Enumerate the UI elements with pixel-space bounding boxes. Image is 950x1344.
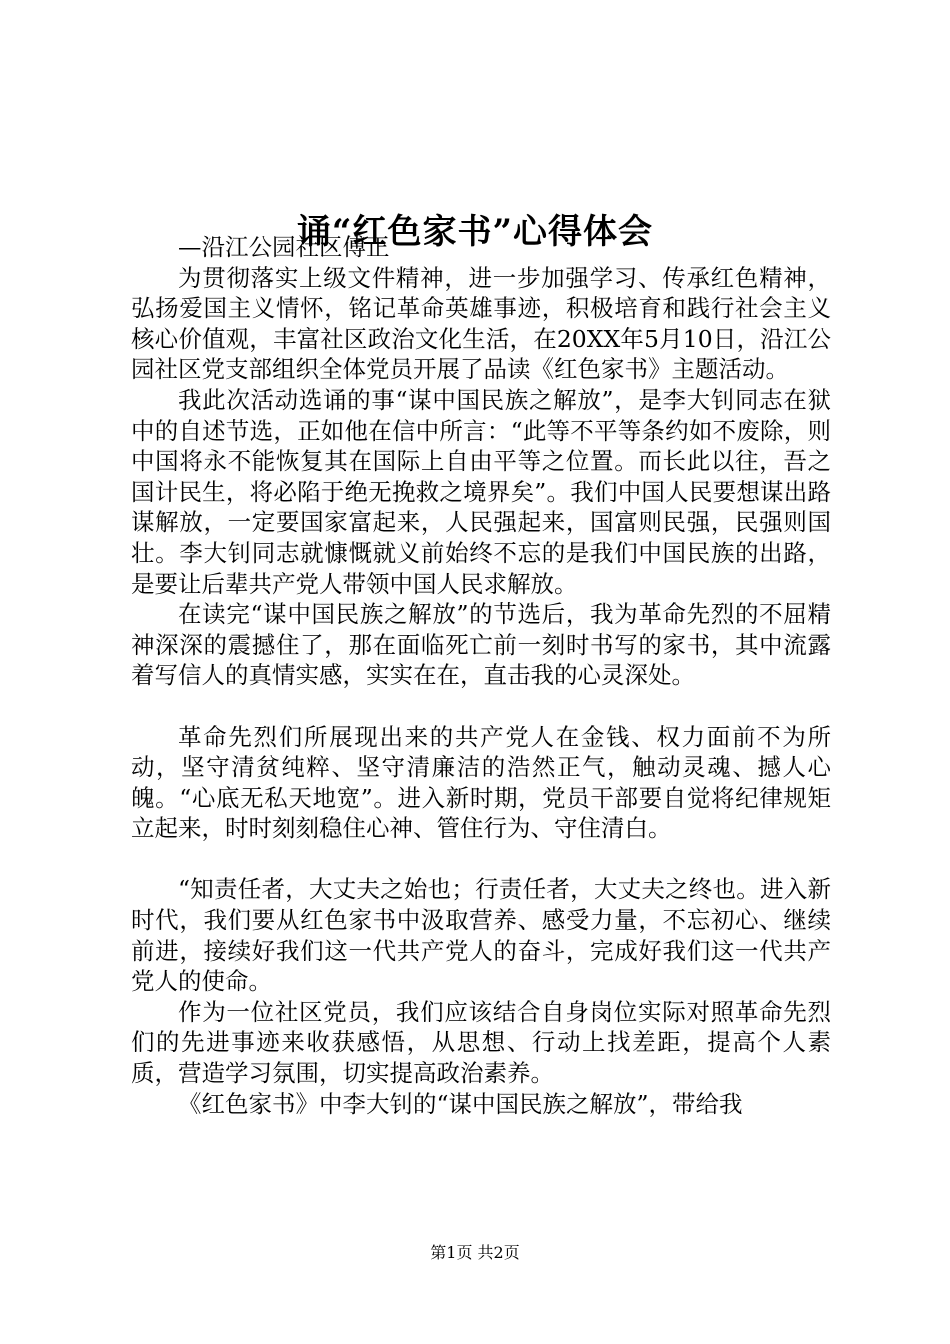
paragraph-4: 革命先烈们所展现出来的共产党人在金钱、权力面前不为所动，坚守清贫纯粹、坚守清廉洁的浩然正气，触动灵魂、撼人心魄。“心底无私天地宽”。进入新时期，党员干部要自觉将纪律规矩立起来，时时刻刻稳住心神、管住行为、守住清白。	[131, 722, 831, 843]
page-title: 诵“红色家书”心得体会	[296, 211, 654, 252]
paragraph-5: “知责任者，大丈夫之始也；行责任者，大丈夫之终也。进入新时代，我们要从红色家书中汲取营养、感受力量，不忘初心、继续前进，接续好我们这一代共产党人的奋斗，完成好我们这一代共产党人的使命。	[131, 875, 831, 996]
paragraph-7: 《红色家书》中李大钊的“谋中国民族之解放”，带给我	[178, 1089, 743, 1118]
paragraph-2: 我此次活动选诵的事“谋中国民族之解放”，是李大钊同志在狱中的自述节选，正如他在信中所言：“此等不平等条约如不废除，则中国将永不能恢复其在国际上自由平等之位置。而长此以往，吾之国计民生，将必陷于绝无挽救之境界矣”。我们中国人民要想谋出路谋解放，一定要国家富起来，人民强起来，国富则民强，民强则国壮。李大钊同志就慷慨就义前始终不忘的是我们中国民族的出路，是要让后辈共产党人带领中国人民求解放。	[131, 385, 831, 598]
paragraph-3: 在读完“谋中国民族之解放”的节选后，我为革命先烈的不屈精神深深的震撼住了，那在面临死亡前一刻时书写的家书，其中流露着写信人的真情实感，实实在在，直击我的心灵深处。	[131, 600, 831, 690]
page-footer: 第1页 共2页	[430, 1243, 520, 1262]
paragraph-6: 作为一位社区党员，我们应该结合自身岗位实际对照革命先烈们的先进事迹来收获感悟，从思想、行动上找差距，提高个人素质，营造学习氛围，切实提高政治素养。	[131, 997, 831, 1088]
paragraph-1: 为贯彻落实上级文件精神，进一步加强学习、传承红色精神，弘扬爱国主义情怀，铭记革命英雄事迹，积极培育和践行社会主义核心价值观，丰富社区政治文化生活，在20XX年5月10日，沿江公园社区党支部组织全体党员开展了品读《红色家书》主题活动。	[131, 263, 831, 384]
author-byline: —沿江公园社区傅正	[178, 233, 390, 261]
document-body	[131, 232, 831, 1119]
